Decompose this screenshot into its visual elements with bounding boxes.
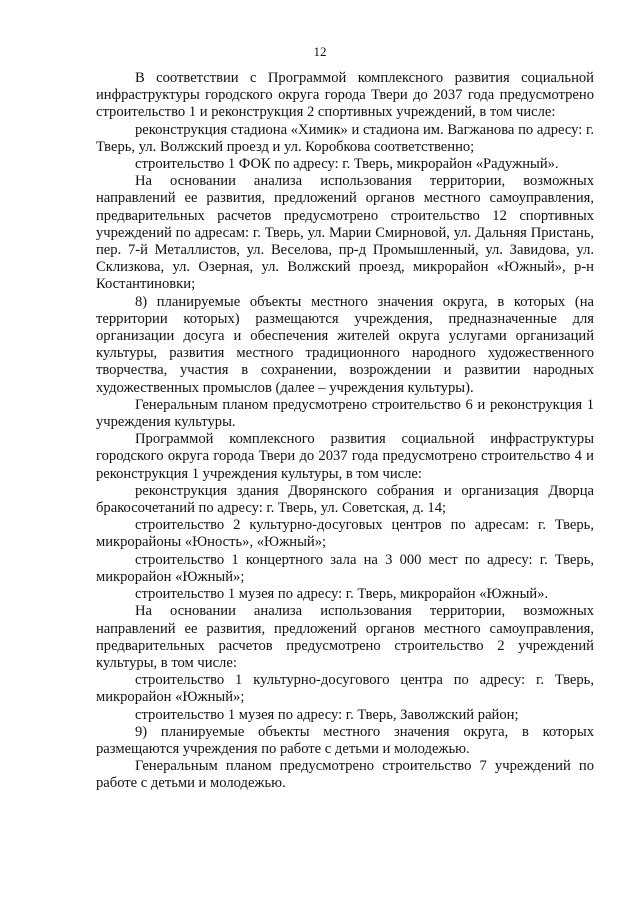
paragraph: 9) планируемые объекты местного значения округа, в которых размещаются учреждения по работе с детьми и молодежью.: [96, 723, 594, 757]
paragraph: строительство 1 ФОК по адресу: г. Тверь, микрорайон «Радужный».: [135, 156, 559, 173]
paragraph: Программой комплексного развития социальной инфраструктуры городского округа города Твери до 2037 года предусмотрено строительство 4 и реконструкция 1 учреждения культуры, в том числе:: [96, 431, 594, 482]
paragraph: строительство 1 музея по адресу: г. Тверь, Заволжский район;: [135, 706, 519, 723]
paragraph: реконструкция стадиона «Химик» и стадиона им. Вагжанова по адресу: г. Тверь, ул. Волжский проезд и ул. Коробкова соответственно;: [96, 121, 594, 155]
paragraph: строительство 1 концертного зала на 3 000 мест по адресу: г. Тверь, микрорайон «Южный»;: [96, 551, 594, 585]
paragraph: 8) планируемые объекты местного значения округа, в которых (на территории которых) размещаются учреждения, предназначенные для организации досуга и обеспечения жителей округа услугами организаций культуры, развития местного традиционного народного художественного творчества, участия в сохранении, возрождении и развитии народных художественных промыслов (далее – учреждения культуры).: [96, 293, 594, 396]
paragraph: строительство 1 культурно-досугового центра по адресу: г. Тверь, микрорайон «Южный»;: [96, 672, 594, 706]
page-number: 12: [313, 44, 327, 59]
paragraph: реконструкция здания Дворянского собрания и организация Дворца бракосочетаний по адресу: г. Тверь, ул. Советская, д. 14;: [96, 482, 594, 517]
document-body: [96, 70, 594, 793]
paragraph: Генеральным планом предусмотрено строительство 6 и реконструкция 1 учреждения культуры.: [96, 396, 594, 431]
paragraph: На основании анализа использования территории, возможных направлений ее развития, предложений органов местного самоуправления, предварительных расчетов предусмотрено строительство 2 учреждений культуры, в том числе:: [96, 603, 594, 671]
paragraph: На основании анализа использования территории, возможных направлений ее развития, предложений органов местного самоуправления, предварительных расчетов предусмотрено строительство 12 спортивных учреждений по адресам: г. Тверь, ул. Марии Смирновой, ул. Дальняя Пристань, пер. 7-й Металлистов, ул. Веселова, пр-д Промышленный, ул. Завидова, ул. Склизкова, ул. Озерная, ул. Волжский проезд, микрорайон «Южный», р-н Костантиновки;: [96, 173, 594, 293]
paragraph: Генеральным планом предусмотрено строительство 7 учреждений по работе с детьми и молодежью.: [96, 758, 594, 792]
paragraph: строительство 2 культурно-досуговых центров по адресам: г. Тверь, микрорайоны «Юность», «Южный»;: [96, 517, 594, 551]
paragraph: строительство 1 музея по адресу: г. Тверь, микрорайон «Южный».: [135, 586, 549, 603]
paragraph: В соответствии с Программой комплексного развития социальной инфраструктуры городского округа города Твери до 2037 года предусмотрено строительство 1 и реконструкция 2 спортивных учреждений, в том числе:: [96, 70, 594, 121]
